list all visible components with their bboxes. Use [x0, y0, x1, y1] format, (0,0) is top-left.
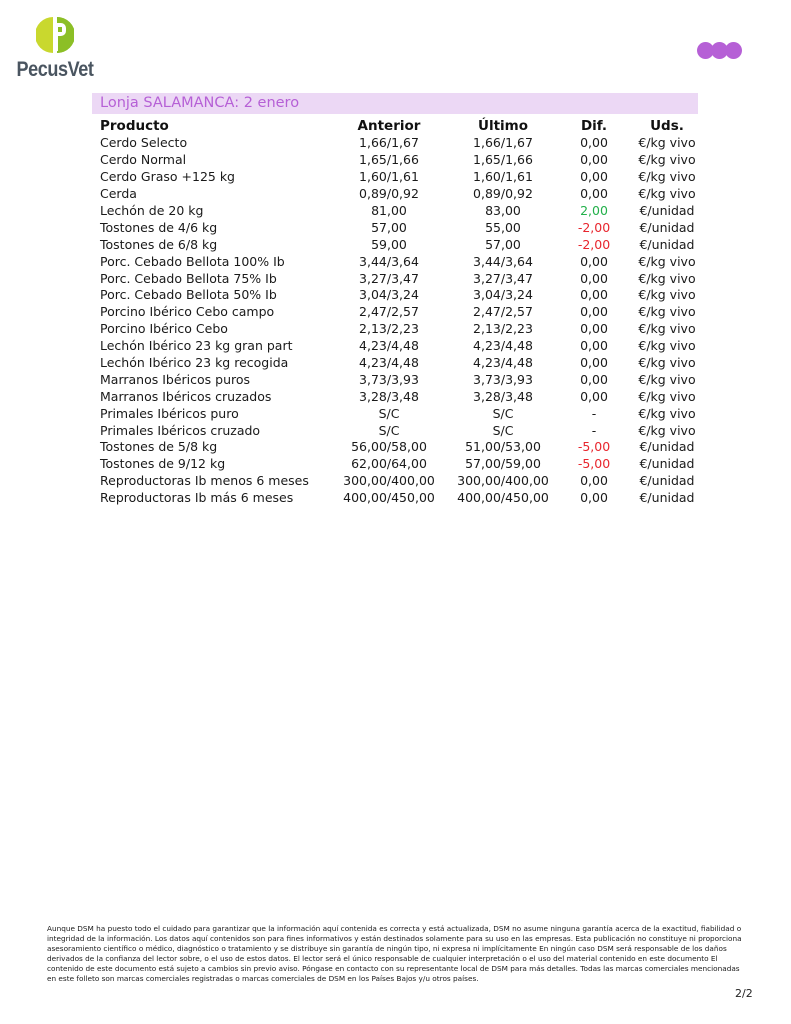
previous-price-cell: 3,44/3,64 [359, 253, 419, 269]
product-cell: Cerda [100, 186, 137, 202]
table-row [92, 371, 706, 388]
units-cell: €/kg vivo [638, 355, 696, 371]
product-cell: Tostones de 5/8 kg [100, 439, 218, 455]
product-cell: Lechón de 20 kg [100, 203, 204, 218]
diff-cell: 0,00 [580, 169, 608, 185]
previous-price-cell: 300,00/400,00 [343, 473, 435, 489]
last-price-cell: S/C [492, 422, 514, 438]
diff-cell: 0,00 [580, 473, 608, 489]
last-price-cell: 3,44/3,64 [473, 253, 533, 269]
product-cell: Porcino Ibérico Cebo [100, 321, 228, 337]
diff-cell: 0,00 [580, 152, 608, 168]
p-circle-logo-icon [36, 16, 74, 54]
diff-cell: 0,00 [580, 253, 608, 269]
table-row [92, 490, 706, 507]
units-cell: €/unidad [639, 456, 695, 472]
units-cell: €/kg vivo [638, 253, 696, 269]
units-cell: €/kg vivo [638, 270, 696, 286]
units-cell: €/kg vivo [638, 405, 696, 421]
table-row [92, 355, 706, 372]
dot-3 [725, 42, 742, 59]
product-cell: Cerdo Selecto [100, 135, 188, 151]
units-cell: €/kg vivo [638, 287, 696, 303]
units-cell: €/unidad [639, 236, 695, 252]
header-units: Uds. [650, 118, 684, 134]
units-cell: €/unidad [639, 203, 695, 218]
table-row [92, 473, 706, 490]
units-cell: €/kg vivo [638, 371, 696, 387]
last-price-cell: 83,00 [485, 203, 521, 218]
last-price-cell: 2,47/2,57 [473, 304, 533, 320]
last-price-cell: 2,13/2,23 [473, 321, 533, 337]
product-cell: Porcino Ibérico Cebo campo [100, 304, 275, 320]
diff-cell: 0,00 [580, 287, 608, 303]
units-cell: €/unidad [639, 439, 695, 455]
header-previous: Anterior [357, 118, 421, 134]
last-price-cell: 51,00/53,00 [465, 439, 541, 455]
previous-price-cell: 1,66/1,67 [359, 135, 419, 151]
last-price-cell: 400,00/450,00 [457, 490, 549, 506]
last-price-cell: 4,23/4,48 [473, 355, 533, 371]
previous-price-cell: 4,23/4,48 [359, 338, 419, 354]
last-price-cell: 1,65/1,66 [473, 152, 533, 168]
previous-price-cell: 62,00/64,00 [351, 456, 427, 472]
units-cell: €/kg vivo [638, 169, 696, 185]
table-row [92, 253, 706, 270]
table-row [92, 338, 706, 355]
section-title: Lonja SALAMANCA: 2 enero [100, 95, 300, 111]
units-cell: €/kg vivo [638, 186, 696, 202]
table-row [92, 405, 706, 422]
previous-price-cell: 3,27/3,47 [359, 270, 419, 286]
table-row [92, 186, 706, 203]
table-row [92, 219, 706, 236]
previous-price-cell: 81,00 [371, 203, 407, 218]
diff-cell: 0,00 [580, 304, 608, 320]
diff-cell: 2,00 [580, 203, 608, 218]
previous-price-cell: 57,00 [371, 219, 407, 235]
product-cell: Porc. Cebado Bellota 75% Ib [100, 270, 277, 286]
last-price-cell: 1,66/1,67 [473, 135, 533, 151]
diff-cell: 0,00 [580, 388, 608, 404]
diff-cell: 0,00 [580, 355, 608, 371]
previous-price-cell: S/C [378, 405, 400, 421]
units-cell: €/kg vivo [638, 388, 696, 404]
table-row [92, 152, 706, 169]
diff-cell: 0,00 [580, 490, 608, 506]
diff-cell: -5,00 [577, 439, 611, 455]
brand-name: PecusVet [16, 58, 94, 81]
diff-cell: 0,00 [580, 270, 608, 286]
last-price-cell: 3,27/3,47 [473, 270, 533, 286]
table-row [92, 422, 706, 439]
diff-cell: -5,00 [577, 456, 611, 472]
previous-price-cell: 2,13/2,23 [359, 321, 419, 337]
previous-price-cell: 56,00/58,00 [351, 439, 427, 455]
table-row [92, 169, 706, 186]
units-cell: €/kg vivo [638, 338, 696, 354]
diff-cell: 0,00 [580, 321, 608, 337]
previous-price-cell: S/C [378, 422, 400, 438]
last-price-cell: 3,04/3,24 [473, 287, 533, 303]
table-row [92, 287, 706, 304]
previous-price-cell: 3,73/3,93 [359, 371, 419, 387]
product-cell: Reproductoras Ib más 6 meses [100, 490, 294, 506]
table-row [92, 321, 706, 338]
table-header-row [92, 117, 706, 135]
units-cell: €/kg vivo [638, 152, 696, 168]
product-cell: Reproductoras Ib menos 6 meses [100, 473, 309, 489]
product-cell: Primales Ibéricos puro [100, 405, 239, 421]
diff-cell: - [591, 422, 597, 438]
previous-price-cell: 1,60/1,61 [359, 169, 419, 185]
diff-cell: 0,00 [580, 371, 608, 387]
previous-price-cell: 0,89/0,92 [359, 186, 419, 202]
last-price-cell: 3,28/3,48 [473, 388, 533, 404]
diff-cell: - [591, 405, 597, 421]
product-cell: Cerdo Normal [100, 152, 187, 168]
page-number: 2/2 [735, 987, 753, 1000]
diff-cell: 0,00 [580, 186, 608, 202]
last-price-cell: 1,60/1,61 [473, 169, 533, 185]
table-row [92, 388, 706, 405]
three-dots-icon [697, 42, 745, 60]
last-price-cell: 3,73/3,93 [473, 371, 533, 387]
diff-cell: 0,00 [580, 135, 608, 151]
product-cell: Cerdo Graso +125 kg [100, 169, 235, 185]
last-price-cell: S/C [492, 405, 514, 421]
units-cell: €/kg vivo [638, 304, 696, 320]
previous-price-cell: 3,04/3,24 [359, 287, 419, 303]
table-row [92, 270, 706, 287]
product-cell: Primales Ibéricos cruzado [100, 422, 261, 438]
previous-price-cell: 2,47/2,57 [359, 304, 419, 320]
table-row [92, 304, 706, 321]
table-row [92, 439, 706, 456]
product-cell: Lechón Ibérico 23 kg recogida [100, 355, 289, 371]
last-price-cell: 57,00 [485, 236, 521, 252]
product-cell: Tostones de 6/8 kg [100, 236, 218, 252]
disclaimer-text: Aunque DSM ha puesto todo el cuidado para garantizar que la información aquí contenida es correcta y está actualizada, DSM no asume ninguna garantía acerca de la exactitud, fiabilidad o integridad de la información. Los datos aquí contenidos son para fines informativos y están destinados solamente para su uso en las empresas. Esta publicación no constituye ni proporciona asesoramiento científico o médico, diagnóstico o tratamiento y se distribuye sin garantía de ningún tipo, ni expresa ni implícitamente En ningún caso DSM será responsable de los daños derivados de la confianza del lector sobre, o el uso de estos datos. El lector será el único responsable de cualquier interpretación o el uso del material contenido en este documento El contenido de este documento está sujeto a cambios sin previo aviso. Póngase en contacto con su representante local de DSM para más detalles. Todas las marcas comerciales mencionadas en este folleto son marcas comerciales registradas o marcas comerciales de DSM en los Países Bajos y/u otros países. [47, 924, 742, 984]
last-price-cell: 300,00/400,00 [457, 473, 549, 489]
product-cell: Porc. Cebado Bellota 100% Ib [100, 253, 285, 269]
last-price-cell: 4,23/4,48 [473, 338, 533, 354]
previous-price-cell: 1,65/1,66 [359, 152, 419, 168]
product-cell: Lechón Ibérico 23 kg gran part [100, 338, 293, 354]
units-cell: €/kg vivo [638, 422, 696, 438]
units-cell: €/kg vivo [638, 135, 696, 151]
table-row [92, 456, 706, 473]
section-title-bar [92, 93, 698, 114]
product-cell: Marranos Ibéricos cruzados [100, 388, 272, 404]
diff-cell: -2,00 [577, 236, 611, 252]
units-cell: €/unidad [639, 219, 695, 235]
header-last: Último [477, 118, 528, 134]
pecusvet-logo [12, 14, 122, 84]
previous-price-cell: 4,23/4,48 [359, 355, 419, 371]
units-cell: €/unidad [639, 473, 695, 489]
last-price-cell: 55,00 [485, 219, 521, 235]
header-diff: Dif. [580, 118, 608, 134]
header-product: Producto [100, 118, 169, 134]
diff-cell: -2,00 [577, 219, 611, 235]
last-price-cell: 0,89/0,92 [473, 186, 533, 202]
table-row [92, 203, 706, 220]
table-row [92, 236, 706, 253]
table-row [92, 135, 706, 152]
last-price-cell: 57,00/59,00 [465, 456, 541, 472]
product-cell: Porc. Cebado Bellota 50% Ib [100, 287, 277, 303]
previous-price-cell: 3,28/3,48 [359, 388, 419, 404]
product-cell: Tostones de 9/12 kg [100, 456, 226, 472]
product-cell: Tostones de 4/6 kg [100, 219, 218, 235]
diff-cell: 0,00 [580, 338, 608, 354]
units-cell: €/kg vivo [638, 321, 696, 337]
price-table [92, 117, 706, 507]
product-cell: Marranos Ibéricos puros [100, 371, 251, 387]
previous-price-cell: 400,00/450,00 [343, 490, 435, 506]
previous-price-cell: 59,00 [371, 236, 407, 252]
units-cell: €/unidad [639, 490, 695, 506]
